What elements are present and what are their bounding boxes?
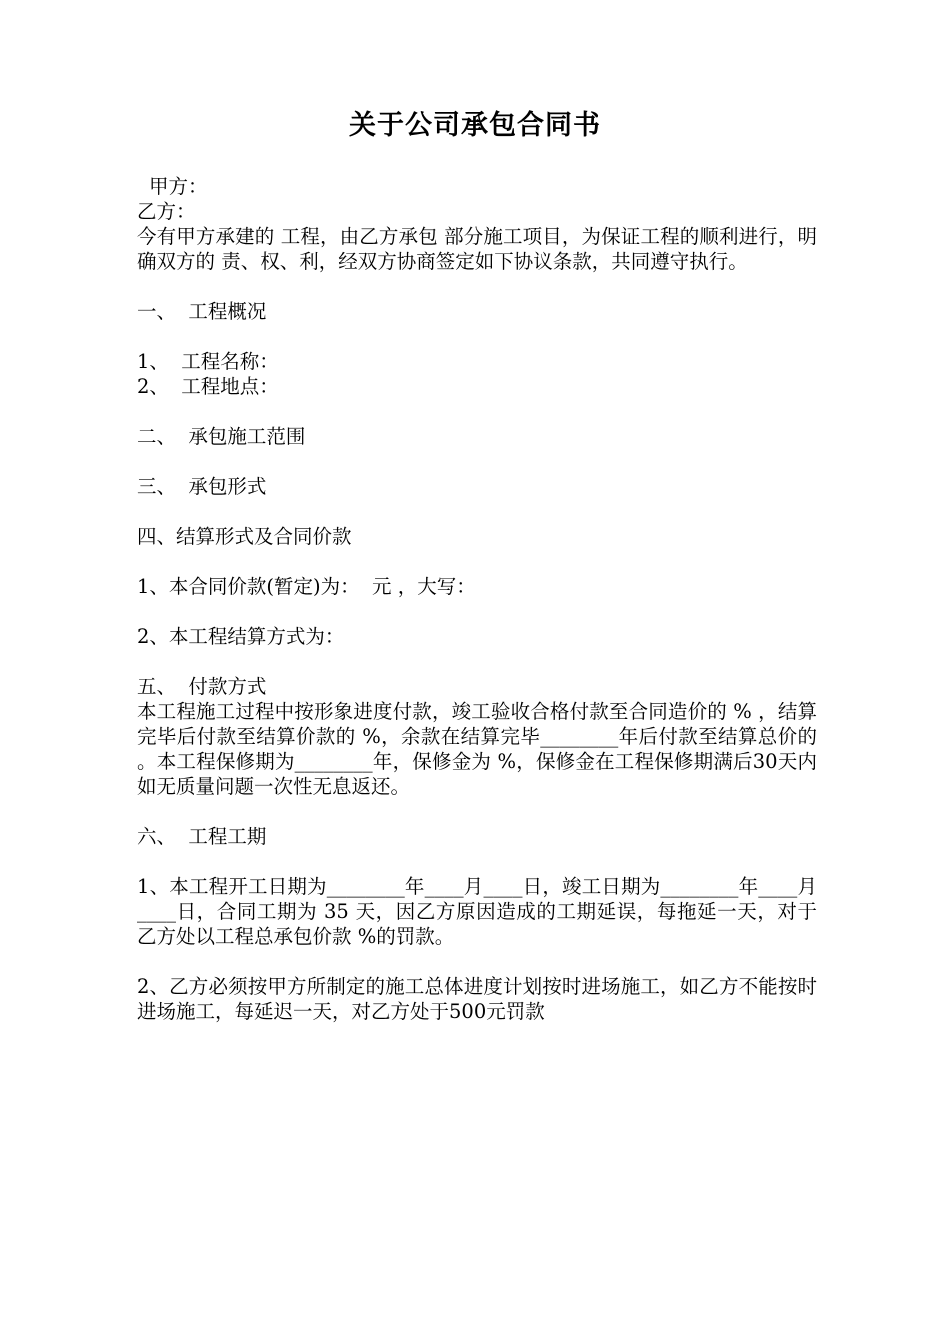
party-a-label: 甲方： — [149, 175, 208, 198]
section-6-heading: 六、 工程工期 — [137, 825, 267, 848]
section-4-item-2: 2、本工程结算方式为： — [137, 625, 345, 648]
document-title: 关于公司承包合同书 — [349, 110, 601, 141]
section-5-paragraph: 本工程施工过程中按形象进度付款，竣工验收合格付款至合同造价的 % ，结算完毕后付款至结算价款的 %，余款在结算完毕________年后付款至结算总价的 。本工程保修期为________年，保修金为 %，保修金在工程保修期满后30天内如无质量问题一次性无息返还。 — [137, 700, 817, 798]
section-1-item-2: 2、 工程地点： — [137, 375, 279, 398]
section-2-heading: 二、 承包施工范围 — [137, 425, 306, 448]
section-1-item-1: 1、 工程名称： — [137, 350, 279, 373]
section-4-item-1: 1、本合同价款(暂定)为： 元 ，大写： — [137, 575, 476, 598]
section-1-heading: 一、 工程概况 — [137, 300, 267, 323]
section-5-heading: 五、 付款方式 — [137, 675, 267, 698]
section-3-heading: 三、 承包形式 — [137, 475, 267, 498]
intro-paragraph: 今有甲方承建的 工程，由乙方承包 部分施工项目，为保证工程的顺利进行，明确双方的 责、权、利，经双方协商签定如下协议条款，共同遵守执行。 — [137, 225, 817, 273]
section-6-item-2: 2、乙方必须按甲方所制定的施工总体进度计划按时进场施工，如乙方不能按时进场施工，每延迟一天，对乙方处于500元罚款 — [137, 975, 817, 1023]
section-6-item-1: 1、本工程开工日期为________年____月____日，竣工日期为________年____月____日，合同工期为 35 天，因乙方原因造成的工期延误，每拖延一天，对于乙方处以工程总承包价款 %的罚款。 — [137, 875, 817, 948]
section-4-heading: 四、结算形式及合同价款 — [137, 525, 352, 548]
party-b-label: 乙方： — [137, 200, 196, 223]
document-body — [137, 174, 817, 1024]
